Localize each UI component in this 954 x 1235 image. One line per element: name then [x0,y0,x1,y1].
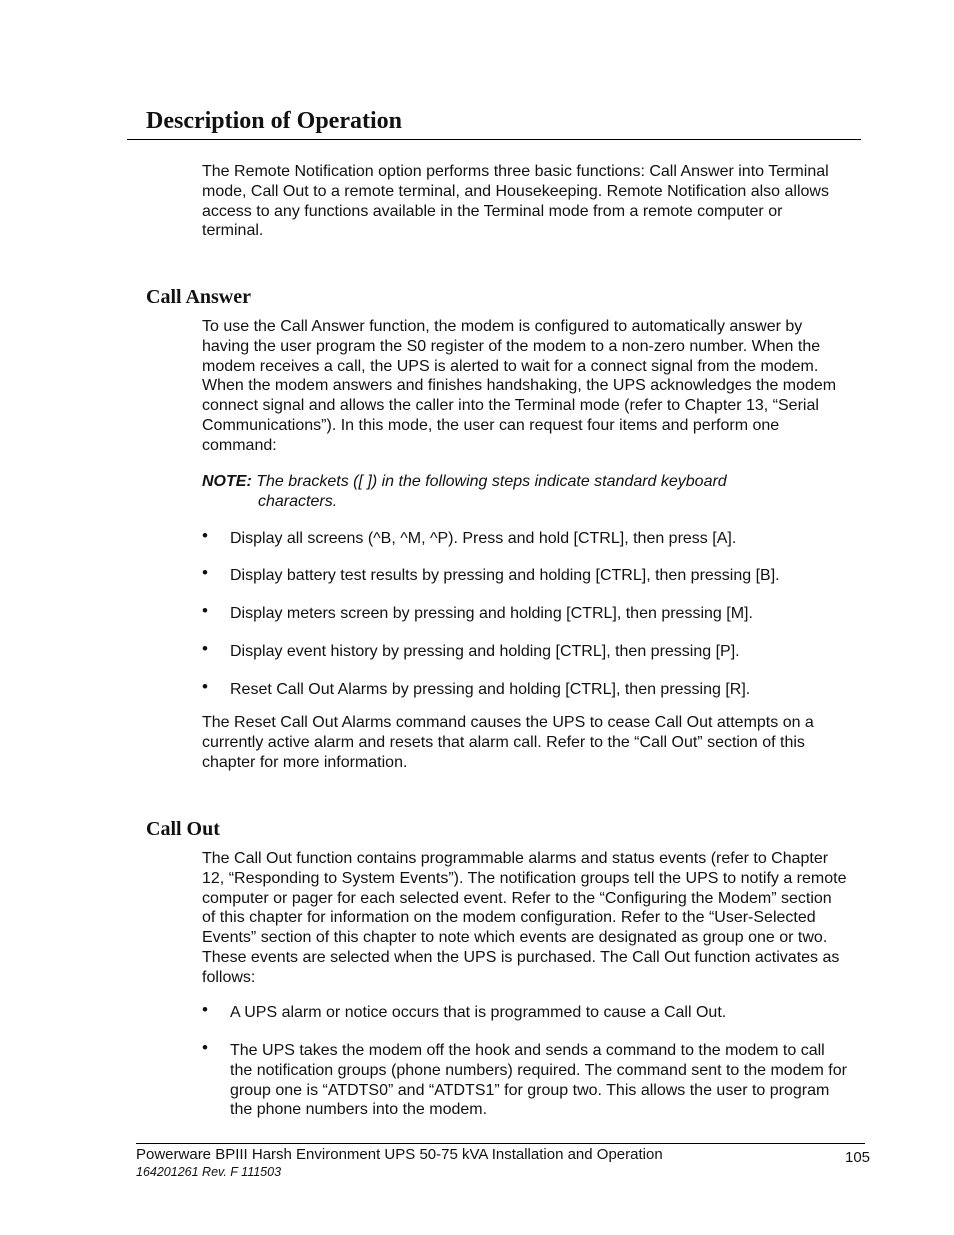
list-item-text: Display meters screen by pressing and holding [CTRL], then pressing [M]. [230,605,753,622]
bullet-icon: • [202,677,208,696]
list-item-text: Display event history by pressing and holding [CTRL], then pressing [P]. [230,643,740,660]
footer-rule [136,1143,865,1144]
bullet-icon: • [202,1038,208,1057]
call-answer-paragraph: To use the Call Answer function, the modem is configured to automatically answer by having the user program the S0 register of the modem to a non-zero number. When the modem receives a call, the UPS is alerted to wait for a connect signal from the modem. When the modem answers and finishes handshaking, the UPS acknowledges the modem connect signal and allows the caller into the Terminal mode (refer to Chapter 13, “Serial Communications”). In this mode, the user can request four items and perform one command: [202,318,837,454]
page-number: 105 [845,1149,871,1166]
call-out-heading: Call Out [146,818,220,840]
list-item [202,1038,847,1120]
bullet-icon: • [202,563,208,582]
list-item-text: Reset Call Out Alarms by pressing and holding [CTRL], then pressing [R]. [230,681,751,698]
list-item-text: A UPS alarm or notice occurs that is programmed to cause a Call Out. [230,1004,727,1021]
bullet-icon: • [202,639,208,658]
list-item [202,639,852,662]
heading-rule [127,139,861,140]
page-heading: Description of Operation [146,108,402,134]
note-text: The brackets ([ ]) in the following steps indicate standard keyboard [256,473,727,490]
list-item [202,526,852,549]
reset-alarms-paragraph: The Reset Call Out Alarms command causes the UPS to cease Call Out attempts on a currently active alarm and resets that alarm call. Refer to the “Call Out” section of this chapter for more information. [202,714,814,771]
call-answer-heading: Call Answer [146,286,251,308]
bullet-icon: • [202,601,208,620]
list-item [202,601,852,624]
intro-paragraph: The Remote Notification option performs three basic functions: Call Answer into Terminal mode, Call Out to a remote terminal, and Housekeeping. Remote Notification also allows access to any functions available in the Terminal mode from a remote computer or terminal. [202,163,829,240]
list-item [202,563,852,586]
note-block [202,472,822,511]
list-item-text: Display battery test results by pressing and holding [CTRL], then pressing [B]. [230,567,780,584]
list-item-text: The UPS takes the modem off the hook and sends a command to the modem to call the notification groups (phone numbers) required. The command sent to the modem for group one is “ATDTS0” and “ATDTS1” for group two. This allows the user to program the phone numbers into the modem. [230,1042,847,1119]
list-item [202,1000,852,1023]
note-text-continued: characters. [258,492,338,510]
bullet-icon: • [202,1000,208,1019]
list-item-text: Display all screens (^B, ^M, ^P). Press and hold [CTRL], then press [A]. [230,530,737,547]
call-out-paragraph: The Call Out function contains programmable alarms and status events (refer to Chapter 12, “Responding to System Events”). The notification groups tell the UPS to notify a remote computer or pager for each selected event. Refer to the “Configuring the Modem” section of this chapter for information on the modem configuration. Refer to the “User-Selected Events” section of this chapter to note which events are designated as group one or two. These events are selected when the UPS is purchased. The Call Out function activates as follows: [202,850,847,986]
document-number: 164201261 Rev. F 111503 [136,1165,282,1179]
bullet-icon: • [202,526,208,545]
note-label: NOTE: [202,473,252,490]
footer-title: Powerware BPIII Harsh Environment UPS 50-75 kVA Installation and Operation [136,1146,663,1163]
list-item [202,677,852,700]
